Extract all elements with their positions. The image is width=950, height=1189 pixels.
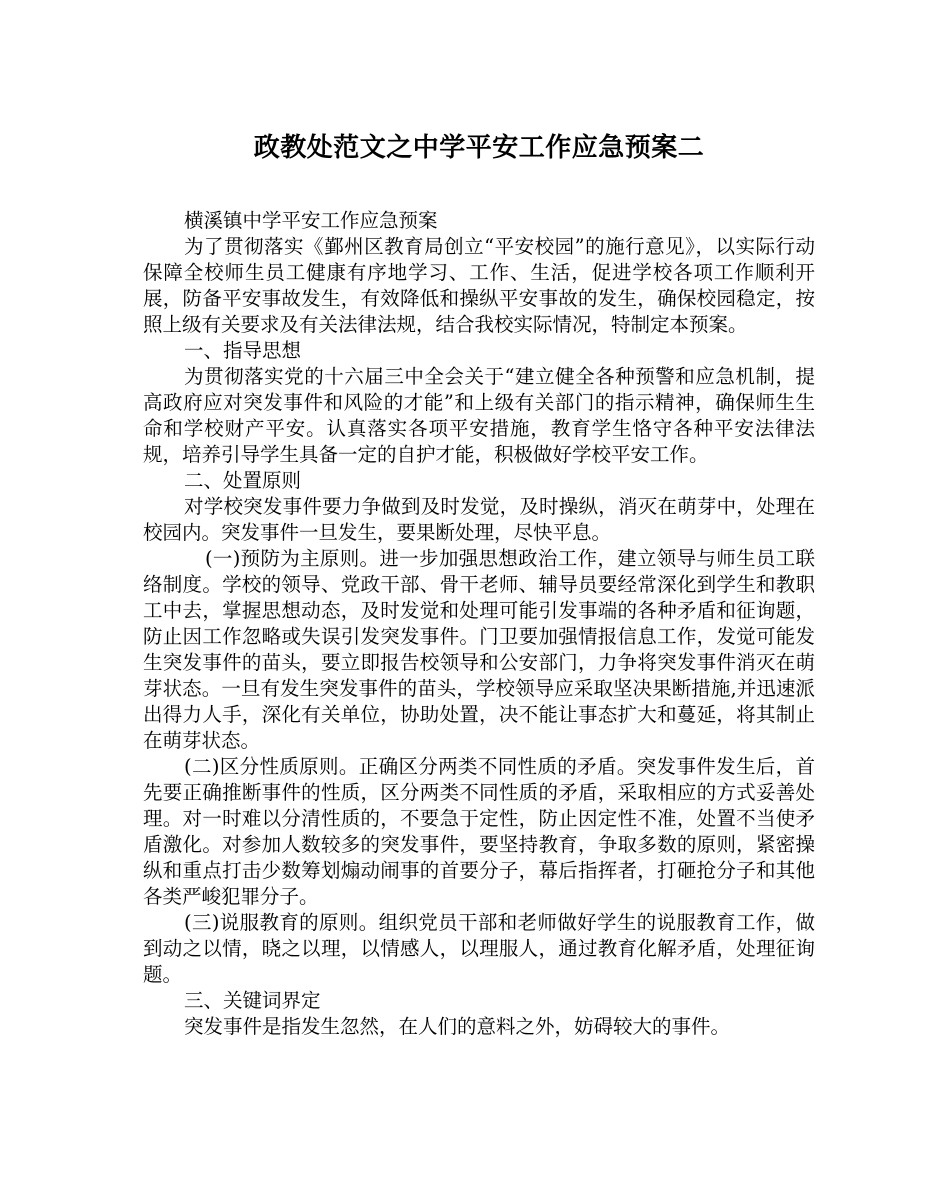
keyword-definition-paragraph: 突发事件是指发生忽然，在人们的意料之外，妨碍较大的事件。 xyxy=(184,1015,731,1038)
section-heading-handling-principles: 二、处置原则 xyxy=(184,469,302,492)
guiding-ideology-paragraph: 为贯彻落实党的十六届三中全会关于“建立健全各种预警和应急机制，提高政府应对突发事件和风险的才能”和上级有关部门的指示精神，确保师生生命和学校财产平安。认真落实各项平安措施，教育学生恪守各种平安法律法规，培养引导学生具备一定的自护才能，积极做好学校平安工作。 xyxy=(143,365,815,466)
document-title: 政教处范文之中学平安工作应急预案二 xyxy=(253,133,705,163)
principle-persuasion-education-paragraph: (三)说服教育的原则。组织党员干部和老师做好学生的说服教育工作，做到动之以情，晓之以理，以情感人，以理服人，通过教育化解矛盾，处理征询题。 xyxy=(143,911,815,986)
intro-paragraph: 为了贯彻落实《鄞州区教育局创立“平安校园”的施行意见》，以实际行动保障全校师生员工健康有序地学习、工作、生活，促进学校各项工作顺利开展，防备平安事故发生，有效降低和操纵平安事故的发生，确保校园稳定，按照上级有关要求及有关法律法规，结合我校实际情况，特制定本预案。 xyxy=(143,235,815,336)
section-heading-guiding-ideology: 一、指导思想 xyxy=(184,339,302,362)
document-subtitle: 横溪镇中学平安工作应急预案 xyxy=(184,209,438,232)
principle-distinguish-nature-paragraph: (二)区分性质原则。正确区分两类不同性质的矛盾。突发事件发生后，首先要正确推断事件的性质，区分两类不同性质的矛盾，采取相应的方式妥善处理。对一时难以分清性质的，不要急于定性，防止因定性不准，处置不当使矛盾激化。对参加人数较多的突发事件，要坚持教育，争取多数的原则，紧密操纵和重点打击少数筹划煽动闹事的首要分子，幕后指挥者，打砸抢分子和其他各类严峻犯罪分子。 xyxy=(143,755,815,908)
section-heading-keyword-definition: 三、关键词界定 xyxy=(184,989,321,1012)
principle-prevention-paragraph: (一)预防为主原则。进一步加强思想政治工作，建立领导与师生员工联络制度。学校的领导、党政干部、骨干老师、辅导员要经常深化到学生和教职工中去，掌握思想动态，及时发觉和处理可能引发事端的各种矛盾和征询题，防止因工作忽略或失误引发突发事件。门卫要加强情报信息工作，发觉可能发生突发事件的苗头，要立即报告校领导和公安部门，力争将突发事件消灭在萌芽状态。一旦有发生突发事件的苗头，学校领导应采取坚决果断措施,并迅速派出得力人手，深化有关单位，协助处置，决不能让事态扩大和蔓延，将其制止在萌芽状态。 xyxy=(143,547,815,752)
document-page xyxy=(143,128,815,1040)
handling-principles-paragraph: 对学校突发事件要力争做到及时发觉，及时操纵，消灭在萌芽中，处理在校园内。突发事件一旦发生，要果断处理，尽快平息。 xyxy=(143,495,815,544)
